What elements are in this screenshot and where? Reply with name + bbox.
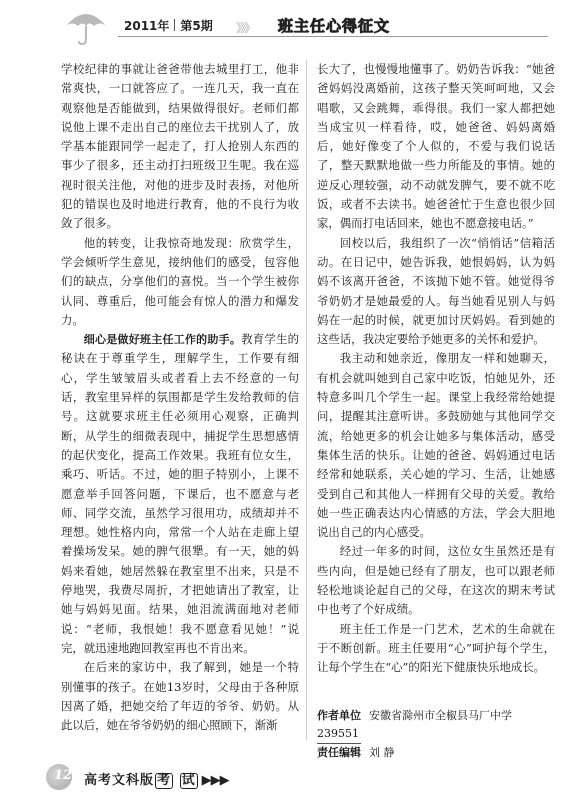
paragraph: 班主任工作是一门艺术，艺术的生命就在于不断创新。班主任要用“心”呵护每个学生，让每个学生在“心”的阳光下健康快乐地成长。 bbox=[317, 621, 555, 675]
editor-value: 刘 静 bbox=[369, 746, 395, 759]
paragraph bbox=[61, 330, 299, 658]
author-value: 安徽省滁州市全椒县马厂中学 239551 bbox=[317, 709, 512, 740]
paragraph: 我主动和她亲近，像朋友一样和她聊天，有机会就叫她到自己家中吃饭，怕她见外，还特意多叫几个学生一起。课堂上我经常给她提问，提醒其注意听讲。多鼓励她与其他同学交流，给她更多的机会让她多与集体活动，感受集体生活的快乐。让她的爸爸、妈妈通过电话经常和她联系，关心她的学习、生活，让她感受到自己和其他人一样拥有父母的关爱。教给她一些正确表达内心情感的方法，学会大胆地说出自己的内心感受。 bbox=[317, 351, 555, 540]
left-column bbox=[61, 60, 299, 735]
paragraph: 经过一年多的时间，这位女生虽然还是有些内向，但是她已经有了朋友，也可以跟老师轻松地谈论起自己的父母，在这次的期末考试中也考了个好成绩。 bbox=[317, 544, 555, 617]
issue-year: 2011年 bbox=[124, 19, 170, 33]
paragraph-body: 教育学生的秘诀在于尊重学生，理解学生，工作要有细心，学生皱皱眉头或者看上去不经意的一句话，教室里异样的氛围都是学生发给教师的信号。这就要求班主任必须用心观察，正确判断，从学生的细微表现中，捕捉学生思想感情的起伏变化，提高工作效果。我班有位女生，乘巧、听话。不过，她的胆子特别小，上课不愿意举手回答问题，下课后，也不愿意与老师、同学交流，虽然学习很用功，成绩却并不理想。她性格内向，常常一个人站在走廊上望着操场发呆。她的脾气很犟。有一天，她的妈妈来看她，她居然躲在教室里不出来，只是不停地哭，我费尽周折，才把她请出了教室，让她与妈妈见面。结果，她泪流满面地对老师说：“老师，我恨她！我不愿意看见她！”说完，就迅速地跑回教室再也不肯出来。 bbox=[61, 332, 299, 655]
page-number: 12 bbox=[54, 768, 73, 783]
page-footer bbox=[0, 760, 581, 800]
issue-separator bbox=[174, 19, 175, 31]
magazine-prefix: 高考文科版 bbox=[84, 773, 155, 788]
umbrella-icon bbox=[62, 6, 110, 46]
page-header bbox=[0, 0, 581, 46]
magazine-name bbox=[84, 769, 229, 789]
arrow-icon: ▶▶▶ bbox=[201, 773, 229, 788]
column-divider bbox=[306, 60, 307, 740]
issue-info bbox=[124, 17, 213, 34]
chevron-arrows-icon: 》》》 bbox=[236, 21, 255, 35]
magazine-boxed-char: 考 bbox=[157, 773, 172, 788]
author-row bbox=[317, 707, 555, 743]
section-lead: 细心是做好班主任工作的助手。 bbox=[83, 333, 242, 347]
paragraph: 在后来的家访中，我了解到，她是一个特别懂事的孩子。在她13岁时，父母由于各种原因离了婚，把她交给了年迈的爷爷、奶奶。从此以后，她在爷爷奶奶的细心照顾下，渐渐 bbox=[61, 660, 299, 733]
article-credits bbox=[317, 707, 555, 762]
header-bar bbox=[118, 16, 548, 37]
author-label: 作者单位 bbox=[317, 709, 361, 722]
magazine-boxed-char: 试 bbox=[181, 773, 196, 788]
paragraph: 回校以后，我组织了一次“悄悄话”信箱活动。在日记中，她告诉我，她恨妈妈，认为妈妈不该离开爸爸，不该抛下她不管。她觉得爷爷奶奶才是她最爱的人。每当她看见别人与妈妈在一起的时候，就更加讨厌妈妈。看到她的这些话，我决定要给予她更多的关怀和爱护。 bbox=[317, 235, 555, 347]
issue-number: 第5期 bbox=[180, 19, 213, 33]
column-title: 班主任心得征文 bbox=[278, 17, 391, 35]
editor-label: 责任编辑 bbox=[317, 743, 361, 762]
right-column bbox=[317, 60, 555, 678]
paragraph: 他的转变，让我惊奇地发现：欣赏学生，学会倾听学生意见，接纳他们的感受，包容他们的缺点，分享他们的喜悦。当一个学生被你认同、尊重后，他可能会有惊人的潜力和爆发力。 bbox=[61, 235, 299, 327]
paragraph: 长大了，也慢慢地懂事了。奶奶告诉我：“她爸爸妈妈没离婚前，这孩子整天笑呵呵地，又会唱歌，又会跳舞，乖得很。我们一家人都把她当成宝贝一样看待，哎，她爸爸、妈妈离婚后，她好像变了个人似的，不爱与我们说话了，整天默默地做一些力所能及的事情。她的逆反心理较强，动不动就发脾气，要不就不吃饭，或者不去读书。她爸爸忙于生意也很少回家，偶而打电话回来，她也不愿意接电话。” bbox=[317, 62, 555, 231]
paragraph: 学校纪律的事就让爸爸带他去城里打工，他非常爽快，一口就答应了。一连几天，我一直在观察他是否能做到，结果做得很好。老师们都说他上课不走出自己的座位去干扰别人了，放学基本能跟同学一起走了，打人抢别人东西的事少了很多，还主动打扫班级卫生呢。我在巡视时很关注他，对他的进步及时表扬，对他所犯的错误也及时地进行教育，他的不良行为收敛了很多。 bbox=[61, 62, 299, 231]
